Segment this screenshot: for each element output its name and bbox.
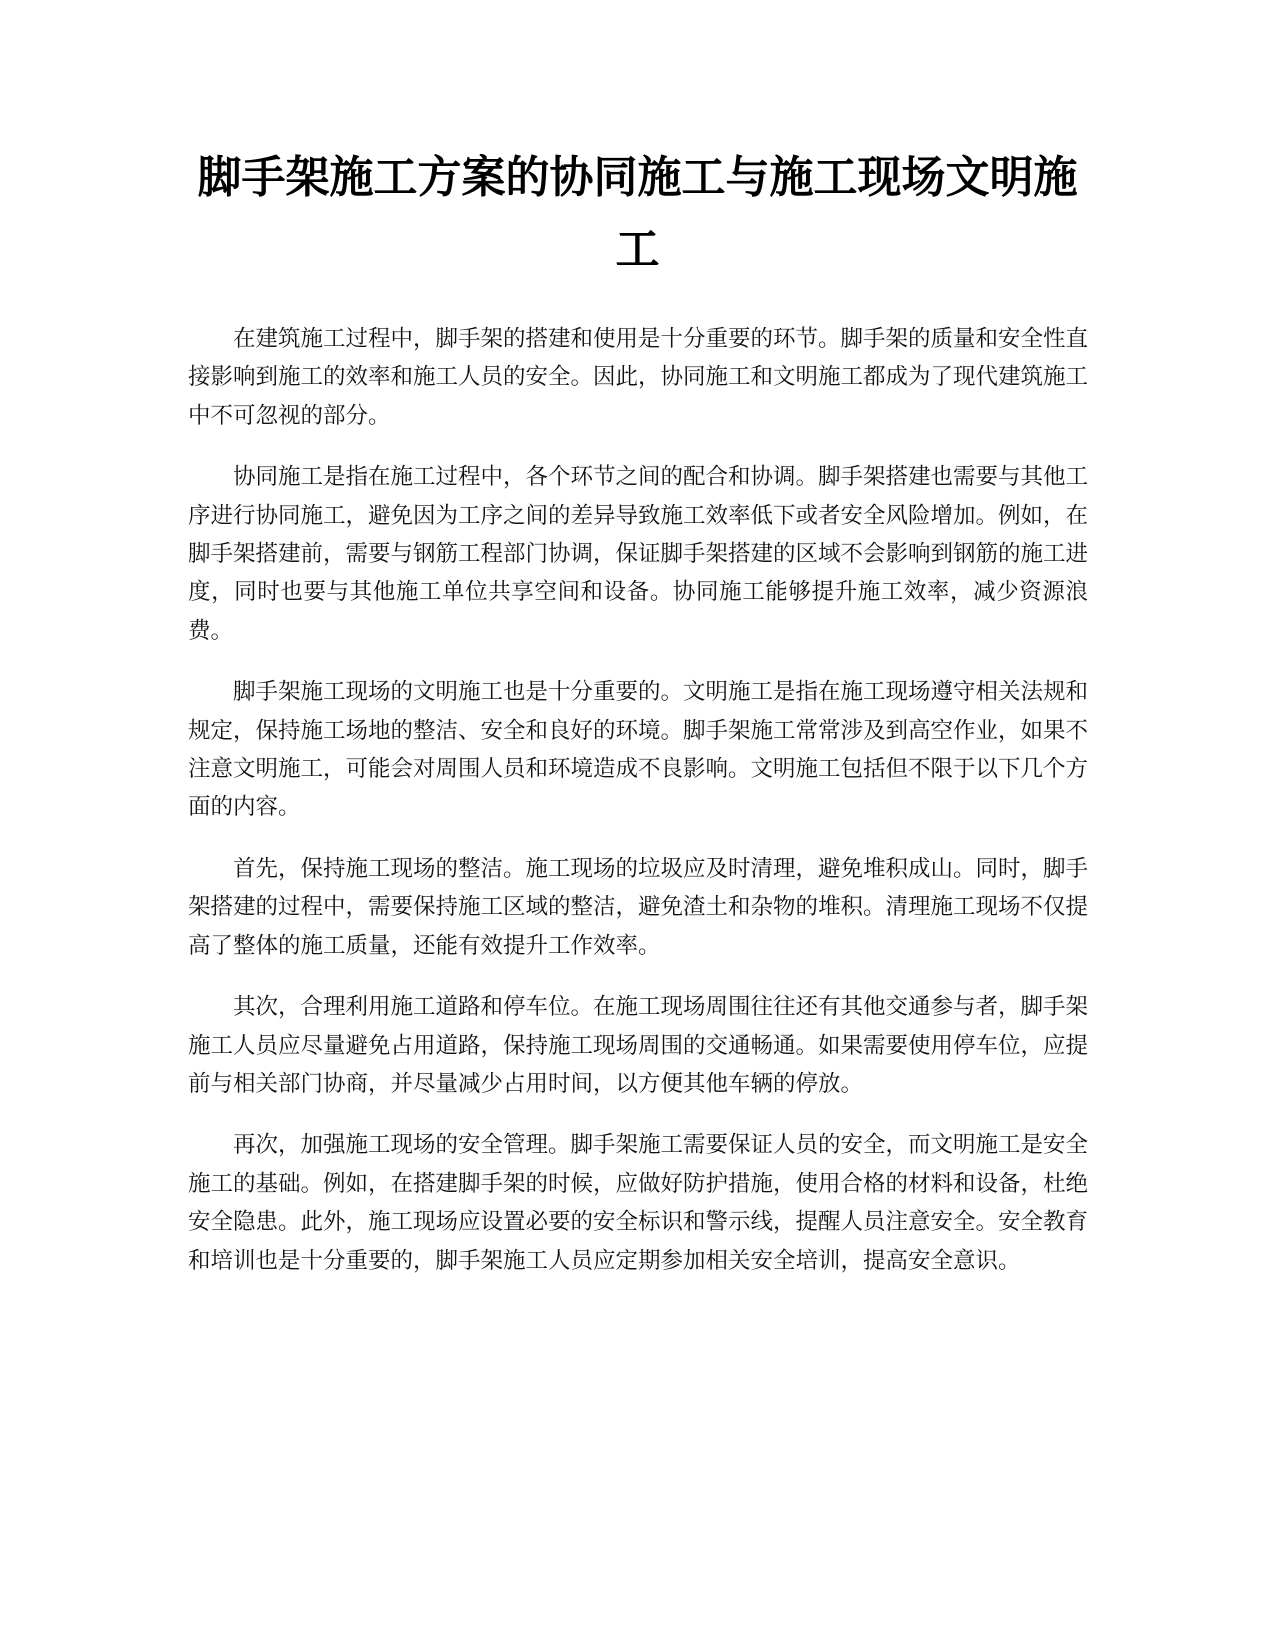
document-body [188, 320, 1088, 1303]
paragraph-4: 首先，保持施工现场的整洁。施工现场的垃圾应及时清理，避免堆积成山。同时，脚手架搭建的过程中，需要保持施工区域的整洁，避免渣土和杂物的堆积。清理施工现场不仅提高了整体的施工质量，还能有效提升工作效率。 [188, 855, 1089, 959]
paragraph-6: 再次，加强施工现场的安全管理。脚手架施工需要保证人员的安全，而文明施工是安全施工的基础。例如，在搭建脚手架的时候，应做好防护措施，使用合格的材料和设备，杜绝安全隐患。此外，施工现场应设置必要的安全标识和警示线，提醒人员注意安全。安全教育和培训也是十分重要的，脚手架施工人员应定期参加相关安全培训，提高安全意识。 [188, 1132, 1089, 1274]
document-title: 脚手架施工方案的协同施工与施工现场文明施工 [197, 152, 1078, 275]
paragraph-1: 在建筑施工过程中，脚手架的搭建和使用是十分重要的环节。脚手架的质量和安全性直接影响到施工的效率和施工人员的安全。因此，协同施工和文明施工都成为了现代建筑施工中不可忽视的部分。 [188, 326, 1089, 429]
paragraph-2: 协同施工是指在施工过程中，各个环节之间的配合和协调。脚手架搭建也需要与其他工序进行协同施工，避免因为工序之间的差异导致施工效率低下或者安全风险增加。例如，在脚手架搭建前，需要与钢筋工程部门协调，保证脚手架搭建的区域不会影响到钢筋的施工进度，同时也要与其他施工单位共享空间和设备。协同施工能够提升施工效率，减少资源浪费。 [188, 464, 1089, 644]
paragraph-5: 其次，合理利用施工道路和停车位。在施工现场周围往往还有其他交通参与者，脚手架施工人员应尽量避免占用道路，保持施工现场周围的交通畅通。如果需要使用停车位，应提前与相关部门协商，并尽量减少占用时间，以方便其他车辆的停放。 [188, 994, 1089, 1097]
paragraph-3: 脚手架施工现场的文明施工也是十分重要的。文明施工是指在施工现场遵守相关法规和规定，保持施工场地的整洁、安全和良好的环境。脚手架施工常常涉及到高空作业，如果不注意文明施工，可能会对周围人员和环境造成不良影响。文明施工包括但不限于以下几个方面的内容。 [188, 679, 1089, 821]
